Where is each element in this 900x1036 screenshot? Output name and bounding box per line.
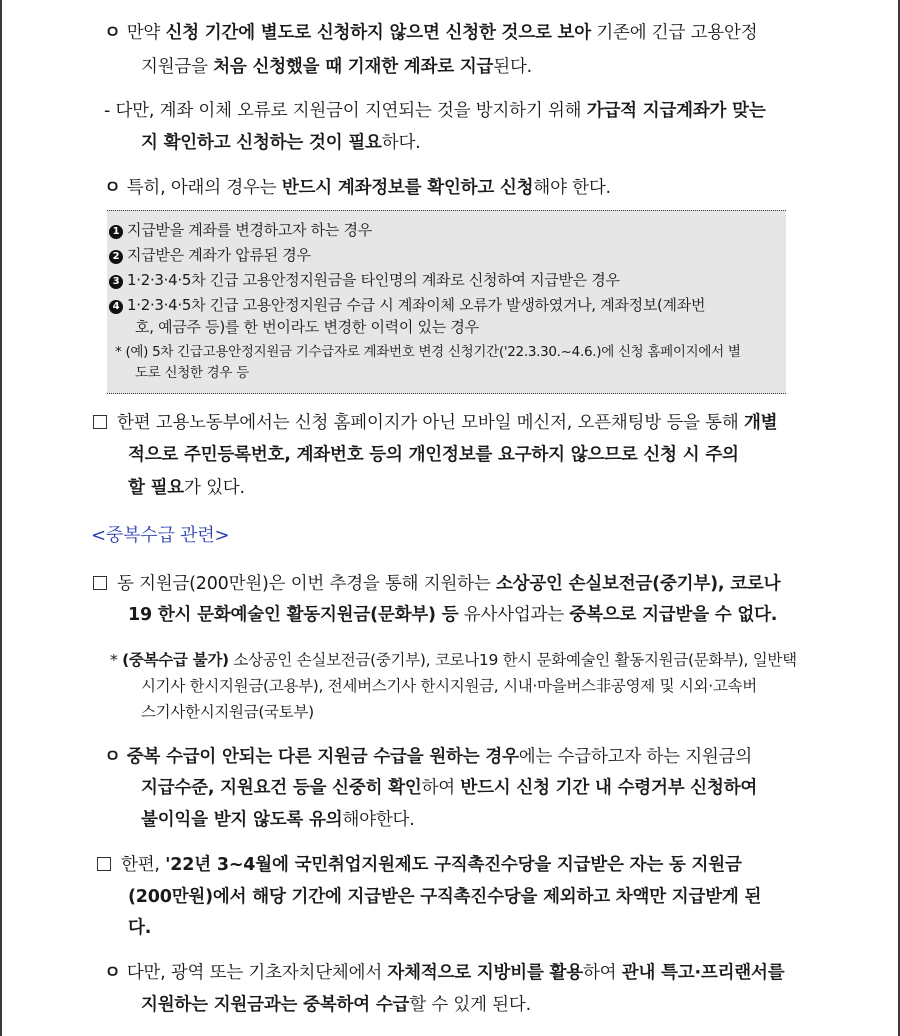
duplicate-note-line-3: 스기사한시지원금(국토부) [141, 703, 314, 721]
paragraph-1-line-1: ㅇ 만약 신청 기간에 별도로 신청하지 않으면 신청한 것으로 보아 기존에 긴급 고용안정 [104, 23, 758, 43]
duplicate-note-line-2: 시기사 한시지원금(고용부), 전세버스기사 한시지원금, 시내·마을버스非공영제 및 시외·고속버 [141, 677, 757, 695]
account-check-cases-box [107, 210, 786, 394]
checkbox-square-icon [93, 576, 107, 590]
paragraph-4-line-2: 적으로 주민등록번호, 계좌번호 등의 개인정보를 요구하지 않으므로 신청 시 주의 [128, 445, 739, 465]
circle-bullet: ㅇ [104, 747, 121, 767]
circle-bullet: ㅇ [104, 23, 121, 43]
number-3-icon: 3 [109, 275, 123, 289]
case-item-3: 3 1·2·3·4·5차 긴급 고용안정지원금을 타인명의 계좌로 신청하여 지급받은 경우 [109, 270, 620, 290]
paragraph-2-line-1: - 다만, 계좌 이체 오류로 지원금이 지연되는 것을 방지하기 위해 가급적 지급계좌가 맞는 [104, 101, 766, 121]
box-note-line-1: * (예) 5차 긴급고용안정지원금 기수급자로 계좌번호 변경 신청기간('22.3.30.~4.6.)에 신청 홈페이지에서 별 [115, 344, 741, 360]
checkbox-square-icon [93, 415, 107, 429]
duplicate-note-line-1: * (중복수급 불가) 소상공인 손실보전금(중기부), 코로나19 한시 문화예술인 활동지원금(문화부), 일반택 [110, 651, 797, 669]
case-item-4-line-1: 4 1·2·3·4·5차 긴급 고용안정지원금 수급 시 계좌이체 오류가 발생하였거나, 계좌정보(계좌번 [109, 295, 705, 315]
paragraph-8-line-3: 다. [128, 918, 152, 938]
paragraph-8-line-1: 한편, '22년 3~4월에 국민취업지원제도 구직촉진수당을 지급받은 자는 동 지원금 [97, 854, 742, 876]
page-border-left [0, 0, 2, 1036]
paragraph-5-line-1: 동 지원금(200만원)은 이번 추경을 통해 지원하는 소상공인 손실보전금(중기부), 코로나 [93, 573, 780, 595]
circle-bullet: ㅇ [104, 963, 121, 983]
paragraph-8-line-2: (200만원)에서 해당 기간에 지급받은 구직촉진수당을 제외하고 차액만 지급받게 된 [128, 887, 762, 907]
case-item-4-line-2: 호, 예금주 등)를 한 번이라도 변경한 이력이 있는 경우 [135, 318, 479, 336]
paragraph-7-line-2: 지급수준, 지원요건 등을 신중히 확인하여 반드시 신청 기간 내 수령거부 신청하여 [141, 778, 758, 798]
paragraph-7-line-1: ㅇ 중복 수급이 안되는 다른 지원금 수급을 원하는 경우에는 수급하고자 하는 지원금의 [104, 747, 753, 767]
paragraph-1-line-2: 지원금을 처음 신청했을 때 기재한 계좌로 지급된다. [141, 57, 533, 77]
circle-bullet: ㅇ [104, 178, 121, 198]
number-1-icon: 1 [109, 225, 123, 239]
case-item-1: 1 지급받을 계좌를 변경하고자 하는 경우 [109, 220, 372, 240]
paragraph-2-line-2: 지 확인하고 신청하는 것이 필요하다. [141, 133, 421, 153]
checkbox-square-icon [97, 857, 111, 871]
paragraph-9-line-1: ㅇ 다만, 광역 또는 기초자치단체에서 자체적으로 지방비를 활용하여 관내 특고·프리랜서를 [104, 963, 785, 983]
number-4-icon: 4 [109, 300, 123, 314]
paragraph-5-line-2: 19 한시 문화예술인 활동지원금(문화부) 등 유사사업과는 중복으로 지급받을 수 없다. [128, 605, 778, 625]
paragraph-9-line-2: 지원하는 지원금과는 중복하여 수급할 수 있게 된다. [141, 995, 531, 1015]
case-item-2: 2 지급받은 계좌가 압류된 경우 [109, 245, 311, 265]
number-2-icon: 2 [109, 250, 123, 264]
paragraph-4-line-3: 할 필요가 있다. [128, 478, 245, 498]
section-heading-duplicate: <중복수급 관련> [91, 525, 230, 546]
paragraph-3-line-1: ㅇ 특히, 아래의 경우는 반드시 계좌정보를 확인하고 신청해야 한다. [104, 178, 611, 198]
paragraph-7-line-3: 불이익을 받지 않도록 유의해야한다. [141, 810, 415, 830]
paragraph-4-line-1: 한편 고용노동부에서는 신청 홈페이지가 아닌 모바일 메신저, 오픈채팅방 등을 통해 개별 [93, 412, 777, 434]
box-note-line-2: 도로 신청한 경우 등 [135, 365, 249, 381]
